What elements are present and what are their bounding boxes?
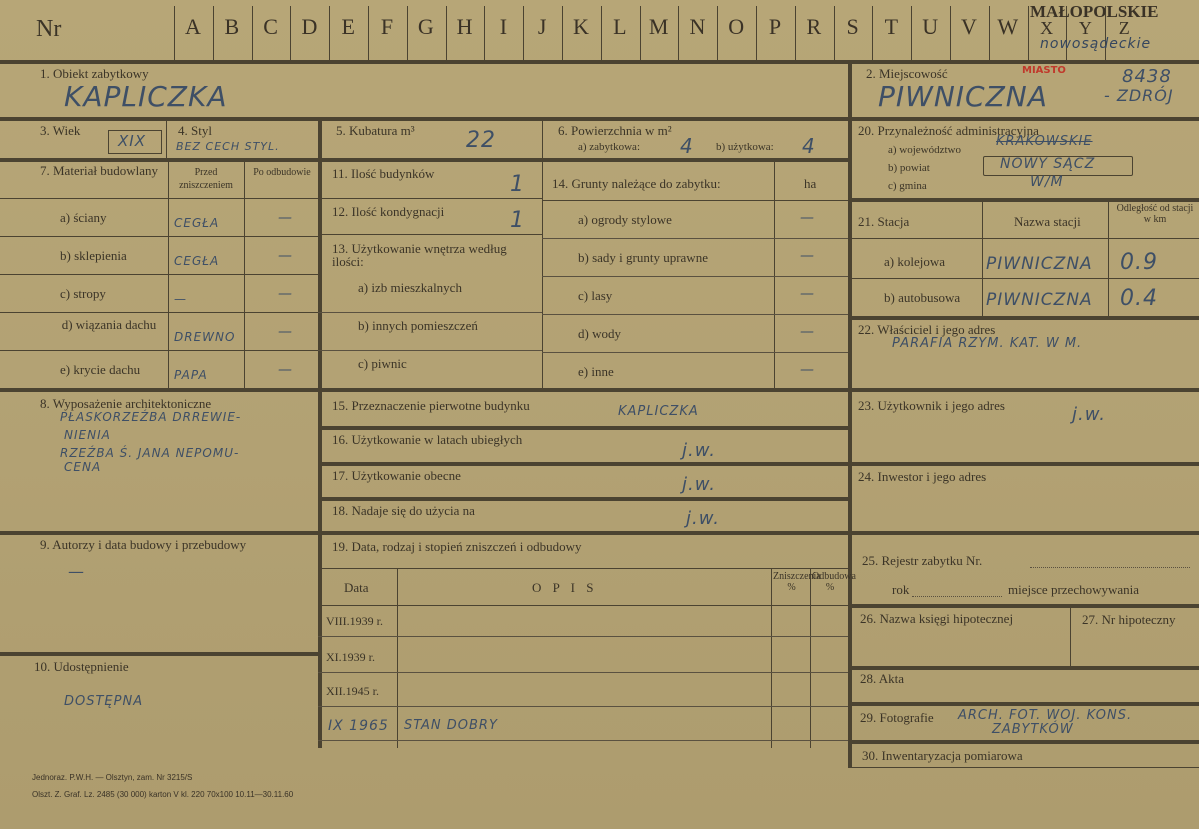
f23-rule — [848, 462, 1199, 466]
letter-e: E — [341, 14, 355, 39]
field-19-label: 19. Data, rodzaj i stopień zniszczeń i odbudowy — [332, 539, 582, 554]
field-13a: a) izb mieszkalnych — [358, 280, 462, 295]
letter-x: X — [1040, 18, 1054, 38]
field-21a-dist: 0.9 — [1120, 250, 1158, 275]
letter-i: I — [499, 14, 508, 39]
row-table-rule — [0, 388, 1199, 392]
f7-head-rule — [0, 198, 318, 199]
field-25-label: 25. Rejestr zabytku Nr. — [862, 553, 983, 568]
field-8-line4: CENA — [64, 460, 102, 474]
f19-head-bottom — [318, 605, 848, 606]
field-28-label: 28. Akta — [860, 671, 905, 686]
f19-row-rule — [318, 706, 848, 707]
f25-rule — [848, 604, 1199, 608]
letter-n: N — [689, 14, 706, 39]
field-7-row-label: a) ściany — [60, 210, 107, 225]
field-9-value: — — [68, 562, 85, 581]
field-21-col-dist: Odległość od stacji w km — [1116, 203, 1194, 225]
field-13b: b) innych pomieszczeń — [358, 318, 478, 333]
f28-rule — [848, 702, 1199, 706]
f19-row-rule — [318, 636, 848, 637]
field-13c: c) piwnic — [358, 356, 407, 371]
field-20-label: 20. Przynależność administracyjna — [858, 123, 1039, 138]
field-19-col-desc: O P I S — [532, 580, 598, 595]
letter-g: G — [417, 14, 434, 39]
f21-col1 — [982, 200, 983, 318]
f13-14-divider — [542, 160, 543, 388]
letter-a: A — [185, 14, 201, 39]
field-25-place: miejsce przechowywania — [1008, 582, 1140, 597]
f25-rok-dots — [912, 596, 1002, 597]
footer-line-1: Jednoraz. P.W.H. — Olsztyn, zam. Nr 3215/S — [32, 773, 193, 782]
field-20a-value: KRAKOWSKIE — [996, 134, 1093, 149]
field-7-row-after: — — [278, 362, 293, 378]
region-handwritten: nowosądeckie — [1040, 36, 1152, 52]
field-14-label: 14. Grunty należące do zabytku: — [552, 176, 721, 191]
field-19-row-date: XI.1939 r. — [326, 650, 375, 664]
f29-rule — [848, 740, 1199, 744]
field-20b-label: b) powiat — [888, 162, 930, 174]
letter-c: C — [263, 14, 278, 39]
field-7-row-before: CEGŁA — [174, 254, 220, 268]
field-21-label: 21. Stacja — [858, 214, 910, 229]
field-19-row-date: VIII.1939 r. — [326, 614, 383, 628]
f11-rule — [318, 198, 542, 199]
nr-label: Nr — [36, 16, 62, 42]
field-2-stamp: MIASTO — [1022, 65, 1066, 76]
field-21a-label: a) kolejowa — [884, 254, 946, 269]
field-1-value: KAPLICZKA — [64, 80, 228, 113]
letter-z: Z — [1118, 18, 1130, 38]
field-20b-value: NOWY SĄCZ — [1000, 156, 1096, 172]
f14-row-rule — [542, 276, 848, 277]
field-29-label: 29. Fotografie — [860, 710, 934, 725]
field-21b-label: b) autobusowa — [884, 290, 961, 305]
field-7-row-label: b) sklepienia — [60, 248, 127, 263]
field-12-value: 1 — [510, 208, 525, 233]
div-5-6 — [542, 118, 543, 160]
field-16-label: 16. Użytkowanie w latach ubiegłych — [332, 432, 523, 447]
field-13-label: 13. Użytkowanie wnętrza według ilości: — [332, 241, 507, 269]
letter-p: P — [768, 14, 782, 39]
field-6b-value: 4 — [802, 134, 816, 158]
field-7-row-before: PAPA — [174, 368, 208, 382]
field-5-value: 22 — [466, 128, 496, 153]
letter-o: O — [728, 14, 745, 39]
letter-v: V — [961, 14, 977, 39]
f14-row-rule — [542, 238, 848, 239]
field-7-row-after: — — [278, 210, 293, 226]
field-1-label: 1. Obiekt zabytkowy — [40, 66, 149, 81]
f26-27-divider — [1070, 606, 1071, 666]
letter-f: F — [380, 14, 394, 39]
field-14-row-label: a) ogrody stylowe — [578, 212, 672, 227]
field-8-line1: PŁASKORZEŹBA DRREWIE- — [60, 410, 242, 424]
field-30-label: 30. Inwentaryzacja pomiarowa — [862, 748, 1023, 763]
letter-k: K — [573, 14, 589, 39]
f7-row-rule — [0, 312, 318, 313]
f19-col-damage — [810, 568, 811, 748]
f21a-rule — [848, 278, 1199, 279]
field-21a-name: PIWNICZNA — [986, 254, 1093, 274]
field-8-label: 8. Wyposażenie architektoniczne — [40, 396, 212, 411]
field-7-row-after: — — [278, 248, 293, 264]
f14-col — [774, 160, 775, 388]
f19-col-desc — [771, 568, 772, 748]
field-9-label: 9. Autorzy i data budowy i przebudowy — [40, 537, 247, 552]
div-3-4 — [166, 118, 167, 160]
field-11-label: 11. Ilość budynków — [332, 166, 435, 181]
f15-rule — [318, 426, 848, 430]
f7-row-rule — [0, 350, 318, 351]
field-6a-value: 4 — [680, 134, 694, 158]
f16-rule — [318, 462, 848, 466]
letter-d: D — [301, 14, 318, 39]
field-29-line2: ZABYTKÓW — [992, 722, 1074, 737]
footer-line-2: Olszt. Z. Graf. Lz. 2485 (30 000) karton V kl. 220 70x100 10.11—30.11.60 — [32, 790, 294, 799]
letter-r: R — [806, 14, 822, 39]
f14-row-rule — [542, 352, 848, 353]
f19-row-rule — [318, 672, 848, 673]
f21-col2 — [1108, 200, 1109, 318]
field-2-label: 2. Miejscowość — [866, 66, 948, 81]
field-14-row-label: e) inne — [578, 364, 614, 379]
field-7-row-label: e) krycie dachu — [60, 362, 141, 377]
letter-s: S — [846, 14, 859, 39]
field-20a-label: a) województwo — [888, 144, 962, 156]
row20-rule — [848, 198, 1199, 202]
field-27-label: 27. Nr hipoteczny — [1082, 612, 1176, 627]
field-4-value: BEZ CECH STYL. — [176, 140, 280, 153]
field-14-unit: ha — [804, 176, 817, 191]
col-divider-1 — [318, 118, 322, 748]
field-7-col-before: Przed zniszczeniem — [179, 167, 233, 191]
field-8-line2: NIENIA — [64, 428, 111, 442]
f19-col-date — [397, 568, 398, 748]
field-7-row-label: d) wiązania dachu — [61, 317, 157, 332]
field-26-label: 26. Nazwa księgi hipotecznej — [860, 611, 1014, 626]
field-24-label: 24. Inwestor i jego adres — [858, 469, 987, 484]
letter-u: U — [922, 14, 939, 39]
row-lower-rule — [0, 531, 1199, 535]
field-7-row-before: DREWNO — [174, 330, 236, 344]
letter-b: B — [224, 14, 240, 39]
field-14-row-value: — — [800, 286, 815, 302]
field-7-row-before: — — [174, 292, 187, 306]
header-bottom-rule — [0, 60, 1199, 64]
field-14-row-value: — — [800, 210, 815, 226]
field-3-label: 3. Wiek — [40, 123, 81, 138]
col-divider-3 — [848, 62, 852, 767]
field-4-label: 4. Styl — [178, 123, 212, 138]
letter-t: T — [884, 14, 899, 39]
field-14-row-label: b) sady i grunty uprawne — [578, 250, 708, 265]
field-17-label: 17. Użytkowanie obecne — [332, 468, 461, 483]
letter-l: L — [613, 14, 627, 39]
field-23-label: 23. Użytkownik i jego adres — [858, 398, 1005, 413]
f14-head-rule — [542, 200, 848, 201]
field-21b-name: PIWNICZNA — [986, 290, 1093, 310]
letter-m: M — [648, 14, 669, 39]
letter-j: J — [537, 14, 547, 39]
field-19-col-damage: Zniszczenia % — [773, 571, 821, 593]
f12-rule — [318, 234, 542, 235]
field-18-value: j.w. — [686, 508, 721, 529]
field-5-label: 5. Kubatura m³ — [336, 123, 415, 138]
f9-rule — [0, 652, 318, 656]
letter-y: Y — [1078, 18, 1092, 38]
field-21b-dist: 0.4 — [1120, 286, 1158, 311]
field-17-value: j.w. — [682, 474, 717, 495]
field-14-row-label: d) wody — [578, 326, 621, 341]
f13b-rule — [318, 350, 542, 351]
f21-head-rule — [848, 238, 1199, 239]
field-19-row-date: IX 1965 — [328, 718, 389, 734]
field-12-label: 12. Ilość kondygnacji — [332, 204, 445, 219]
field-19-col-rebuild: Odbudowa % — [812, 571, 856, 593]
field-7-label: 7. Materiał budowlany — [40, 163, 159, 178]
region-label: MAŁOPOLSKIE — [1030, 2, 1159, 21]
field-15-value: KAPLICZKA — [618, 404, 699, 419]
field-29-line1: ARCH. FOT. WOJ. KONS. — [958, 708, 1133, 723]
field-21-col-name: Nazwa stacji — [1014, 214, 1081, 229]
row1-rule — [0, 117, 1199, 121]
field-14-row-value: — — [800, 324, 815, 340]
f14-row-rule — [542, 314, 848, 315]
field-22-label: 22. Właściciel i jego adres — [858, 322, 996, 337]
field-7-col-after: Po odbudowie — [253, 167, 311, 178]
row2-rule — [0, 158, 848, 162]
field-14-row-value: — — [800, 248, 815, 264]
field-10-label: 10. Udostępnienie — [34, 659, 129, 674]
field-11-value: 1 — [510, 172, 525, 197]
field-19-row-desc: STAN DOBRY — [404, 718, 498, 733]
field-7-row-label: c) stropy — [60, 286, 106, 301]
f7-row-rule — [0, 274, 318, 275]
field-7-row-after: — — [278, 324, 293, 340]
field-19-col-date: Data — [344, 580, 369, 595]
field-2-value-suffix: - ZDRÓJ — [1104, 86, 1174, 105]
f17-rule — [318, 497, 848, 501]
field-10-value: DOSTĘPNA — [64, 694, 144, 709]
field-16-value: j.w. — [682, 440, 717, 461]
field-18-label: 18. Nadaje się do użycia na — [332, 503, 475, 518]
field-6a-label: a) zabytkowa: — [578, 141, 640, 153]
field-25-rok: rok — [892, 582, 910, 597]
field-14-row-value: — — [800, 362, 815, 378]
f19-row-rule — [318, 740, 848, 741]
field-7-row-after: — — [278, 286, 293, 302]
field-3-value: XIX — [118, 132, 146, 150]
letter-w: W — [997, 14, 1019, 39]
f27-rule — [848, 666, 1199, 670]
f30-rule — [848, 767, 1199, 768]
field-22-value: PARAFIA RZYM. KAT. W M. — [892, 336, 1083, 351]
field-19-row-date: XII.1945 r. — [326, 684, 379, 698]
field-2-value: PIWNICZNA — [878, 80, 1048, 113]
field-20c-label: c) gmina — [888, 180, 927, 192]
field-6b-label: b) użytkowa: — [716, 141, 774, 153]
field-7-row-before: CEGŁA — [174, 216, 220, 230]
field-20c-value: W/M — [1030, 174, 1064, 190]
field-15-label: 15. Przeznaczenie pierwotne budynku — [332, 398, 530, 413]
f13a-rule — [318, 312, 542, 313]
f25-dots — [1030, 567, 1190, 568]
field-8-line3: RZEŹBA Ś. JANA NEPOMU- — [60, 446, 240, 460]
letter-h: H — [456, 14, 473, 39]
field-23-value: j.w. — [1072, 404, 1107, 425]
field-6-label: 6. Powierzchnia w m² — [558, 123, 672, 138]
f21-bottom-rule — [848, 316, 1199, 320]
card-number: 8438 — [1122, 66, 1172, 87]
field-14-row-label: c) lasy — [578, 288, 613, 303]
f7-row-rule — [0, 236, 318, 237]
